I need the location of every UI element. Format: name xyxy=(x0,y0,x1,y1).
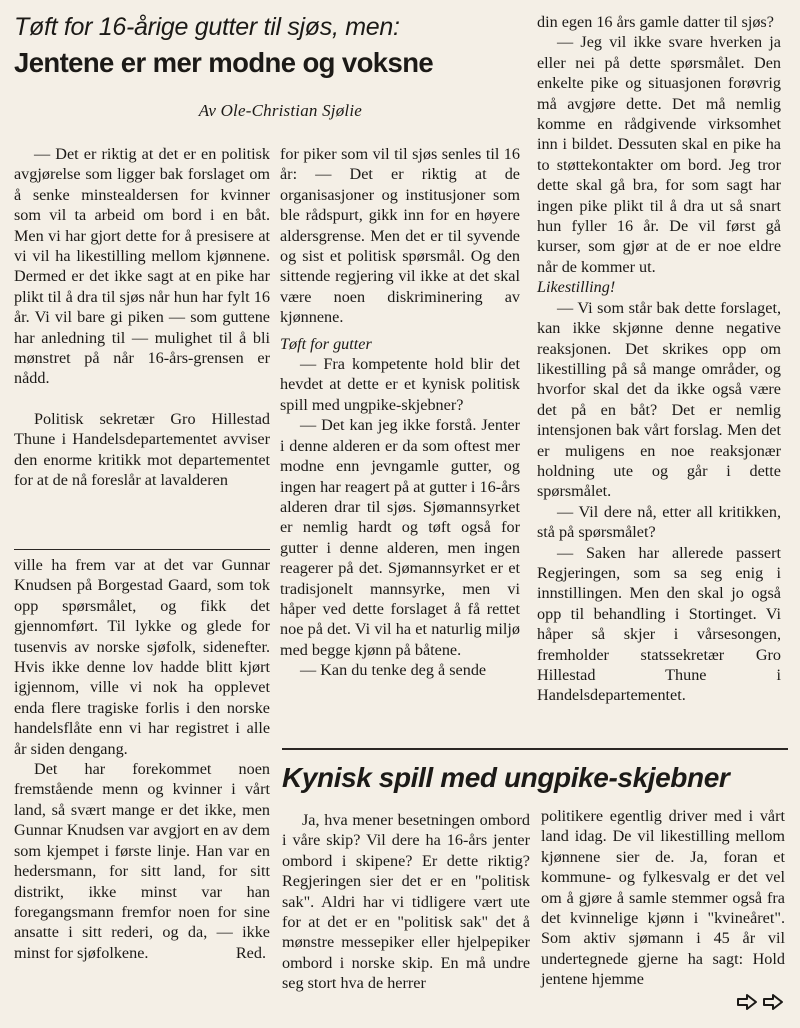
article-paragraph: — Vi som står bak dette forslaget, kan ikke skjønne denne negative reaksjonen. Det skrikes opp om likestilling på så mange områder, og hvorfor skal det da ikke også være det på en båt? Det er nemlig intensjonen bak vårt forslag. Men det er muligens en noe reaksjonær holdning ute og går i dette spørsmålet. xyxy=(537,298,781,501)
letter-paragraph: ville ha frem var at det var Gunnar Knudsen på Borgestad Gaard, som tok opp spørsmålet, og fikk det gjennomført. Til lykke og glede for tusenvis av norske sjøfolk, sidenefter. Hvis ikke denne lov hadde blitt kjørt igjennom, ville vi nok ha opplevet enda flere tragiske forlis i den norske handelsflåte enn vi har registret i alle år siden dengang. xyxy=(14,556,270,758)
article-column-3 xyxy=(537,12,781,706)
second-article-paragraph: Ja, hva mener besetningen ombord i våre skip? Vil dere ha 16-års jenter ombord i skipene? Er dette riktig? Regjeringen sier det er en "politisk sak". Aldri har vi tidligere vært ute for at det er en "politisk sak" det å mønstre messepiker eller hjelpepiker ombord i norske skip. En må undre seg stort hva de herrer xyxy=(282,811,530,993)
article-column-1 xyxy=(14,144,270,491)
article-paragraph: — Fra kompetente hold blir det hevdet at dette er et kynisk politisk spill med ungpike-skjebner? xyxy=(280,355,520,414)
letter-signature: Red. xyxy=(235,944,266,963)
second-article-paragraph: politikere egentlig driver med i vårt land idag. De vil likestilling mellom kjønnene sier de. Ja, foran et kommune- og fylkesvalg er det vel om å gjøre å samle stemmer også fra det kvinnelige kjønn i "kvineåret". Som aktiv sjømann i 45 år vil undertegnede gjerne ha sagt: Hold jentene hjemme xyxy=(541,807,785,989)
article-paragraph: — Jeg vil ikke svare hverken ja eller nei på dette spørsmålet. Den enkelte pike og situasjonen forøvrig må avgjøre dette. Det må nemlig komme en rådgivende virksomhet inn i bildet. Dessuten skal en pike ha to støttekontakter om bord. Jeg tror dette skal gå bra, for som sagt har ingen pike plikt til å dra ut så snart hun fyller 16 år. De vil først gå kurser, som gjør at de er noe eldre når de kommer ut. xyxy=(537,33,781,276)
double-arrow-right-icon xyxy=(736,993,786,1013)
article-paragraph: — Det kan jeg ikke forstå. Jenter i denne alderen er da som oftest mer modne enn jevngamle gutter, og ingen har reagert på at gutter i 16-års alderen drar til sjøs. Sjømannsyrket er nemlig hardt og tøft også for gutter i denne alderen, men ingen reagerer på det. Sjømannsyrket er et tradisjonelt mannsyrke, men vi håper ved dette forslaget å få rettet noe på det. Vi vil ha et naturlig miljø med begge kjønn på båtene. xyxy=(280,416,520,659)
article-subhead: Likestilling! xyxy=(537,278,616,297)
article-column-2 xyxy=(280,144,520,681)
article-subhead: Tøft for gutter xyxy=(280,334,372,353)
letter-paragraph: Det har forekommet noen fremstående menn og kvinner i vårt land, så svært mange er det ikke, men Gunnar Knudsen var avgjort en av dem som kjempet i første linje. Han var en hedersmann, for sitt land, for sitt distrikt, ikke minst var han foregangsmann fremfor noen for sine ansatte i sitt rederi, og da, — ikke minst for sjøfolkene. xyxy=(14,760,270,962)
article-paragraph: — Kan du tenke deg å sende xyxy=(300,661,487,680)
article-headline: Jentene er mer modne og voksne xyxy=(14,47,434,78)
article-paragraph: — Det er riktig at det er en politisk avgjørelse som ligger bak forslaget om å senke minstealdersen for kvinner som vil ta arbeid om bord i en båt. Men vi har gjort dette for å presisere at vi vil ha likestilling mellom kjønnene. Dermed er det ikke sagt at en pike har plikt til å dra til sjøs når hun har fylt 16 år. Vi vil bare gi piken — som guttene har anledning til — mulighet til å bli mønstret på når 16-års-grensen er nådd. xyxy=(14,145,270,388)
article-byline: Av Ole-Christian Sjølie xyxy=(198,101,362,120)
arrow-right-icon xyxy=(762,993,784,1011)
divider xyxy=(282,748,788,750)
article-paragraph: Politisk sekretær Gro Hillestad Thune i Handelsdepartementet avviser den enorme kritikk mot departementet for at de nå foreslår at lavalderen xyxy=(14,409,270,490)
letter-column xyxy=(14,555,270,964)
arrow-right-icon xyxy=(736,993,758,1011)
article-paragraph: — Vil dere nå, etter all kritikken, stå på spørsmålet? xyxy=(537,502,781,542)
article-paragraph: for piker som vil til sjøs senles til 16 år: — Det er riktig at de organisasjoner og institusjoner som ble rådspurt, gikk inn for en høyere aldersgrense. Men det er til syvende og sist et politisk spørsmål. Og den sittende regjering vil ikke at det skal være noen diskriminering av kjønnene. xyxy=(280,145,520,327)
article-paragraph: — Saken har allerede passert Regjeringen, som sa seg enig i innstillingen. Men den skal jo også opp til behandling i Stortinget. Vi håper så skjer i vårsesongen, fremholder statssekretær Gro Hillestad Thune i Handelsdepartementet. xyxy=(537,543,781,705)
divider xyxy=(14,549,270,550)
second-article-column-1 xyxy=(282,810,530,994)
article-paragraph: din egen 16 års gamle datter til sjøs? xyxy=(537,13,774,31)
article-kicker: Tøft for 16-årige gutter til sjøs, men: xyxy=(14,13,400,41)
second-article-headline: Kynisk spill med ungpike-skjebner xyxy=(282,762,730,793)
second-article-column-2 xyxy=(541,806,785,990)
